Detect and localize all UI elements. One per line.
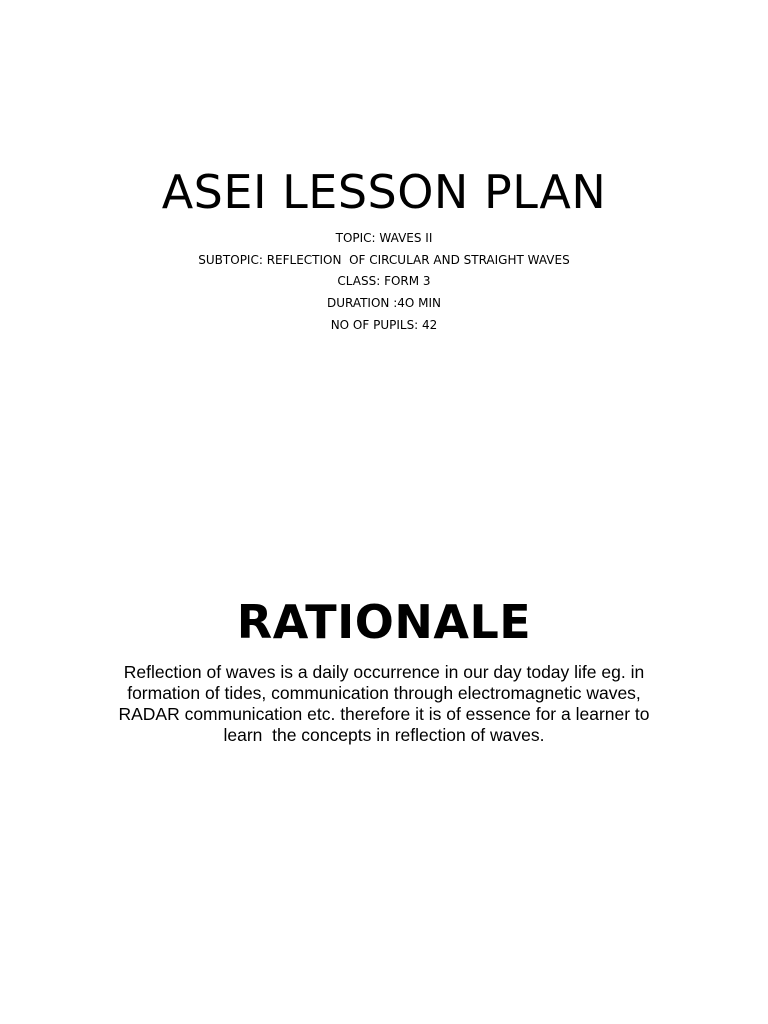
pupils-line: NO OF PUPILS: 42 (330, 317, 438, 332)
rationale-line: learn the concepts in reflection of waves. (223, 725, 545, 745)
duration-line: DURATION :4O MIN (326, 296, 442, 311)
lesson-details (0, 228, 768, 337)
subtopic-line: SUBTOPIC: REFLECTION OF CIRCULAR AND STRAIGHT WAVES (198, 252, 570, 267)
class-line: CLASS: FORM 3 (337, 274, 431, 289)
rationale-line: formation of tides, communication through electromagnetic waves, (127, 683, 641, 703)
document-title: ASEI LESSON PLAN (161, 165, 607, 219)
rationale-body (104, 662, 664, 746)
rationale-line: Reflection of waves is a daily occurrence in our day today life eg. in (123, 662, 645, 682)
topic-line: TOPIC: WAVES II (335, 231, 433, 245)
rationale-heading: RATIONALE (236, 595, 532, 649)
rationale-line: RADAR communication etc. therefore it is of essence for a learner to (118, 704, 650, 724)
